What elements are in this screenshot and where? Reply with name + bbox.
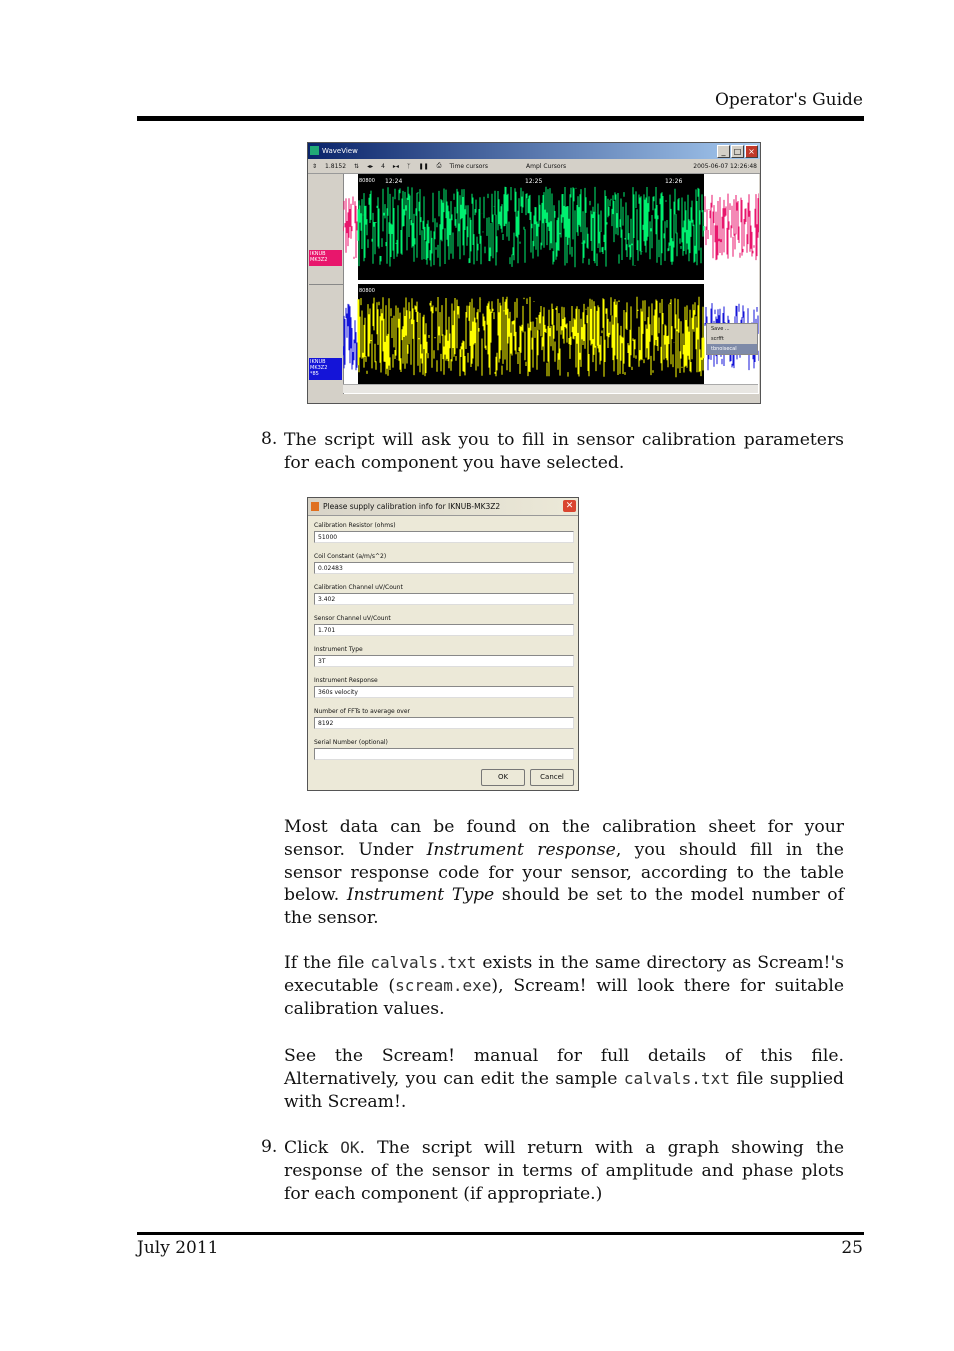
- page-number: 25: [841, 1238, 863, 1258]
- waveform-trace-2-left: [343, 304, 357, 370]
- dialog-field-label: Sensor Channel uV/Count: [314, 615, 391, 622]
- waveview-window: [307, 142, 761, 404]
- waveview-toolbar: [308, 159, 760, 174]
- dialog-titlebar: [308, 498, 578, 516]
- datetime-readout: 2005-06-07 12:26:48: [693, 162, 757, 170]
- minimize-button[interactable]: _: [717, 145, 730, 158]
- p2-text-c: ), Scream! will look there for suitable calibration values.: [284, 975, 845, 1019]
- dialog-title: Please supply calibration info for IKNUB-MK3Z2: [323, 502, 501, 511]
- stretch-icon[interactable]: ◂▸: [367, 162, 374, 170]
- dialog-field-input[interactable]: 8192: [314, 717, 574, 729]
- context-menu-save[interactable]: Save ...: [711, 326, 730, 332]
- dialog-field-1: [314, 553, 574, 574]
- dialog-field-0: [314, 522, 574, 543]
- scale-value: 1.8152: [325, 162, 347, 170]
- channel-2-extra: *85: [310, 371, 319, 377]
- channel-1-component: MK3Z2: [310, 257, 328, 263]
- close-button[interactable]: ×: [745, 145, 758, 158]
- channel-label-2[interactable]: [309, 358, 342, 380]
- dialog-field-input[interactable]: 360s velocity: [314, 686, 574, 698]
- dialog-field-input[interactable]: [314, 748, 574, 760]
- p3-text-a: See the Scream! manual for full details of this file. Alternatively, you can edit the sample: [284, 1046, 844, 1089]
- step-8-text: The script will ask you to fill in sensor calibration parameters for each component you have selected.: [284, 430, 844, 473]
- trace-tag-1: 80800: [359, 178, 375, 184]
- waveform-trace-1-right: [705, 193, 759, 260]
- count-value: 4: [381, 162, 385, 170]
- cancel-button[interactable]: Cancel: [530, 769, 574, 786]
- p2-code-1: calvals.txt: [370, 953, 477, 972]
- dialog-field-input[interactable]: 1.701: [314, 624, 574, 636]
- context-menu-tbnoisecal[interactable]: tbnoisecal: [707, 344, 757, 354]
- pause-icon[interactable]: ❚❚: [418, 162, 429, 170]
- waveform-area[interactable]: [309, 174, 759, 394]
- ampl-cursors-label[interactable]: Ampl Cursors: [526, 162, 567, 170]
- p1-text-c: should be set to the model number of the sensor.: [284, 885, 844, 929]
- dialog-field-label: Coil Constant (a/m/s^2): [314, 553, 387, 560]
- dialog-field-2: [314, 584, 574, 605]
- paragraph-calvals: [284, 952, 844, 1020]
- dialog-field-label: Calibration Resistor (ohms): [314, 522, 396, 529]
- p3-code-1: calvals.txt: [623, 1068, 730, 1088]
- dialog-field-label: Number of FFTs to average over: [314, 708, 410, 715]
- waveview-app-icon: [310, 146, 319, 155]
- step-9-text: [284, 1137, 844, 1205]
- waveview-titlebar: [308, 143, 760, 159]
- filter-icon[interactable]: ᛉ: [406, 162, 411, 170]
- dialog-close-button[interactable]: ✕: [563, 500, 576, 512]
- print-icon[interactable]: ⎙: [436, 162, 442, 169]
- trace-tag-2: 80800: [359, 288, 375, 294]
- dialog-field-5: [314, 677, 574, 698]
- dialog-field-input[interactable]: 3T: [314, 655, 574, 667]
- time-cursors-label[interactable]: Time cursors: [449, 162, 488, 170]
- waveform-trace-1-left: [343, 197, 357, 259]
- dialog-field-input[interactable]: 3.402: [314, 593, 574, 605]
- ok-button[interactable]: OK: [481, 769, 525, 786]
- context-menu: [706, 323, 758, 355]
- time-tick-label: 12:25: [525, 178, 543, 185]
- p2-text-b: exists in the same directory as Scream!'s executable (: [284, 953, 845, 996]
- channel-2-component: MK3Z2: [310, 365, 328, 371]
- step-9-code: OK: [340, 1138, 360, 1157]
- p1-emphasis-2: Instrument Type: [346, 885, 495, 906]
- dialog-field-input[interactable]: 51000: [314, 531, 574, 543]
- dialog-field-label: Instrument Response: [314, 677, 378, 684]
- dialog-field-label: Serial Number (optional): [314, 739, 388, 746]
- waveform-canvas[interactable]: [343, 174, 759, 386]
- calibration-dialog: [307, 497, 579, 791]
- time-tick-label: 12:26: [665, 178, 683, 185]
- matlab-icon: [311, 502, 319, 511]
- p1-text-b: , you should fill in the sensor response code for your sensor, according to the table below.: [284, 839, 844, 906]
- footer-date: July 2011: [137, 1238, 219, 1258]
- skip-icon[interactable]: ▸◂: [392, 162, 399, 170]
- dialog-field-6: [314, 708, 574, 729]
- channel-2-station: IKNUB: [310, 359, 326, 365]
- dialog-field-label: Instrument Type: [314, 646, 363, 653]
- maximize-button[interactable]: □: [731, 145, 744, 158]
- dialog-field-4: [314, 646, 574, 667]
- p3-text-b: file supplied with Scream!.: [284, 1068, 844, 1112]
- dialog-field-7: [314, 739, 574, 760]
- zoom-icon[interactable]: ⇅: [354, 162, 360, 170]
- channel-1-station: IKNUB: [310, 251, 326, 257]
- channel-label-1[interactable]: [309, 250, 342, 266]
- p2-code-2: scream.exe: [395, 975, 492, 995]
- step-9-number: 9.: [261, 1137, 278, 1157]
- header-rule: [137, 116, 864, 121]
- time-tick-label: 12:24: [385, 178, 403, 185]
- dialog-field-label: Calibration Channel uV/Count: [314, 584, 403, 591]
- scale-arrows-icon[interactable]: ⇕: [312, 162, 318, 170]
- waveview-title: WaveView: [322, 147, 358, 155]
- horizontal-scrollbar[interactable]: [343, 384, 758, 393]
- paragraph-calibration-sheet: [284, 816, 844, 930]
- context-menu-scrfft[interactable]: scrfft: [711, 336, 724, 342]
- step-9-prefix: Click: [284, 1138, 341, 1158]
- running-header: Operator's Guide: [714, 90, 863, 110]
- p2-text-a: If the file: [284, 953, 371, 973]
- footer-rule: [137, 1232, 864, 1235]
- p1-text-a: Most data can be found on the calibration sheet for your sensor. Under: [284, 817, 844, 860]
- dialog-field-3: [314, 615, 574, 636]
- step-9-body: . The script will return with a graph showing the response of the sensor in terms of amplitude and phase plots for each component (if appropriate.): [284, 1138, 844, 1204]
- dialog-field-input[interactable]: 0.02483: [314, 562, 574, 574]
- paragraph-manual: [284, 1045, 844, 1113]
- p1-emphasis-1: Instrument response: [426, 839, 616, 860]
- step-8-number: 8.: [261, 429, 278, 449]
